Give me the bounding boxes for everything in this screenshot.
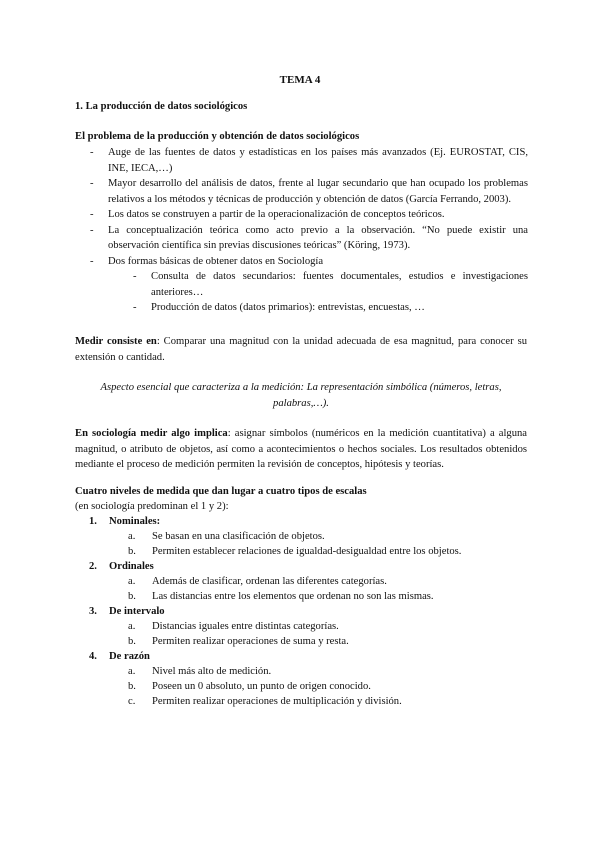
- item-letter: b.: [128, 546, 136, 557]
- sociologia-lead: En sociología medir algo implica: [75, 428, 228, 439]
- sociologia-paragraph: [75, 426, 527, 473]
- item-letter: a.: [128, 531, 136, 542]
- level-number: 4.: [89, 651, 97, 662]
- level-subitem: [109, 529, 527, 544]
- level-sublist: [109, 574, 527, 604]
- level-subitem: [109, 589, 527, 604]
- item-letter: a.: [128, 576, 136, 587]
- level-number: 1.: [89, 516, 97, 527]
- sub-list-item: - Producción de datos (datos primarios): entrevistas, encuestas, …: [131, 300, 528, 316]
- level-sublist: [109, 619, 527, 649]
- item-text: Las distancias entre los elementos que ordenan no son las mismas.: [152, 591, 434, 602]
- medir-text: : Comparar una magnitud con la unidad adecuada de esa magnitud, para conocer su extensión o cantidad.: [75, 336, 527, 363]
- sub-list-item: - Consulta de datos secundarios: fuentes documentales, estudios e investigaciones anteriores…: [131, 269, 528, 300]
- level-subitem: [109, 694, 527, 709]
- level-subitem: [109, 619, 527, 634]
- medir-paragraph: [75, 334, 527, 365]
- list-item: - La conceptualización teórica como acto previo a la observación. “No puede existir una observación científica sin previas discusiones teóricas” (Köring, 1973).: [88, 223, 528, 254]
- level-subitem: [109, 679, 527, 694]
- level-name: Ordinales: [109, 561, 154, 572]
- page-title: TEMA 4: [279, 74, 321, 86]
- item-text: Nivel más alto de medición.: [152, 666, 272, 677]
- level-name: De intervalo: [109, 606, 165, 617]
- aspecto-note: Aspecto esencial que caracteriza a la medición: La representación simbólica (números, letras, palabras,…).: [100, 382, 502, 409]
- item-letter: b.: [128, 591, 136, 602]
- item-text: Distancias iguales entre distintas categorías.: [152, 621, 339, 632]
- level-name: Nominales:: [109, 516, 161, 527]
- item-text: Permiten establecer relaciones de igualdad-desigualdad entre los objetos.: [152, 546, 462, 557]
- item-letter: b.: [128, 636, 136, 647]
- level-subitem: [109, 634, 527, 649]
- level-subitem: [109, 544, 527, 559]
- levels-list: [75, 514, 527, 709]
- item-letter: b.: [128, 681, 136, 692]
- subsection-heading: El problema de la producción y obtención de datos sociológicos: [75, 131, 360, 142]
- sociologia-text: : asignar símbolos (numéricos en la medición cuantitativa) a alguna magnitud, o atributo de objetos, así como a acontecimientos o hechos sociales. Los resultados obtenidos mediante el proceso de medición permiten la revisión de conceptos, hipótesis y teorías.: [75, 428, 527, 470]
- list-item: - Mayor desarrollo del análisis de datos, frente al lugar secundario que han ocupado los problemas relativos a los métodos y técnicas de producción y obtención de datos (García Ferrando, 2003).: [88, 176, 528, 207]
- item-letter: c.: [128, 696, 136, 707]
- bullet-list: [88, 145, 528, 316]
- sub-bullet-list: [131, 269, 528, 316]
- item-letter: a.: [128, 621, 136, 632]
- level-item: [75, 604, 527, 649]
- section-heading: 1. La producción de datos sociológicos: [75, 101, 248, 112]
- level-item: [75, 514, 527, 559]
- medir-lead: Medir consiste en: [75, 336, 157, 347]
- level-name: De razón: [109, 651, 150, 662]
- list-item-text: Dos formas básicas de obtener datos en Sociología: [108, 255, 324, 267]
- level-number: 2.: [89, 561, 97, 572]
- niveles-heading: Cuatro niveles de medida que dan lugar a cuatro tipos de escalas: [75, 486, 367, 497]
- level-item: [75, 559, 527, 604]
- item-text: Además de clasificar, ordenan las diferentes categorías.: [152, 576, 387, 587]
- item-text: Permiten realizar operaciones de multiplicación y división.: [152, 696, 402, 707]
- level-sublist: [109, 664, 527, 709]
- niveles-note: (en sociología predominan el 1 y 2):: [75, 501, 229, 512]
- list-item: - Los datos se construyen a partir de la operacionalización de conceptos teóricos.: [88, 207, 528, 223]
- item-text: Poseen un 0 absoluto, un punto de origen conocido.: [152, 681, 371, 692]
- level-item: [75, 649, 527, 709]
- item-text: Permiten realizar operaciones de suma y resta.: [152, 636, 349, 647]
- level-subitem: [109, 574, 527, 589]
- item-text: Se basan en una clasificación de objetos.: [152, 531, 325, 542]
- level-number: 3.: [89, 606, 97, 617]
- level-sublist: [109, 529, 527, 559]
- list-item: - Auge de las fuentes de datos y estadísticas en los países más avanzados (Ej. EUROSTAT, CIS, INE, IECA,…): [88, 145, 528, 176]
- list-item: [88, 254, 528, 316]
- item-letter: a.: [128, 666, 136, 677]
- level-subitem: [109, 664, 527, 679]
